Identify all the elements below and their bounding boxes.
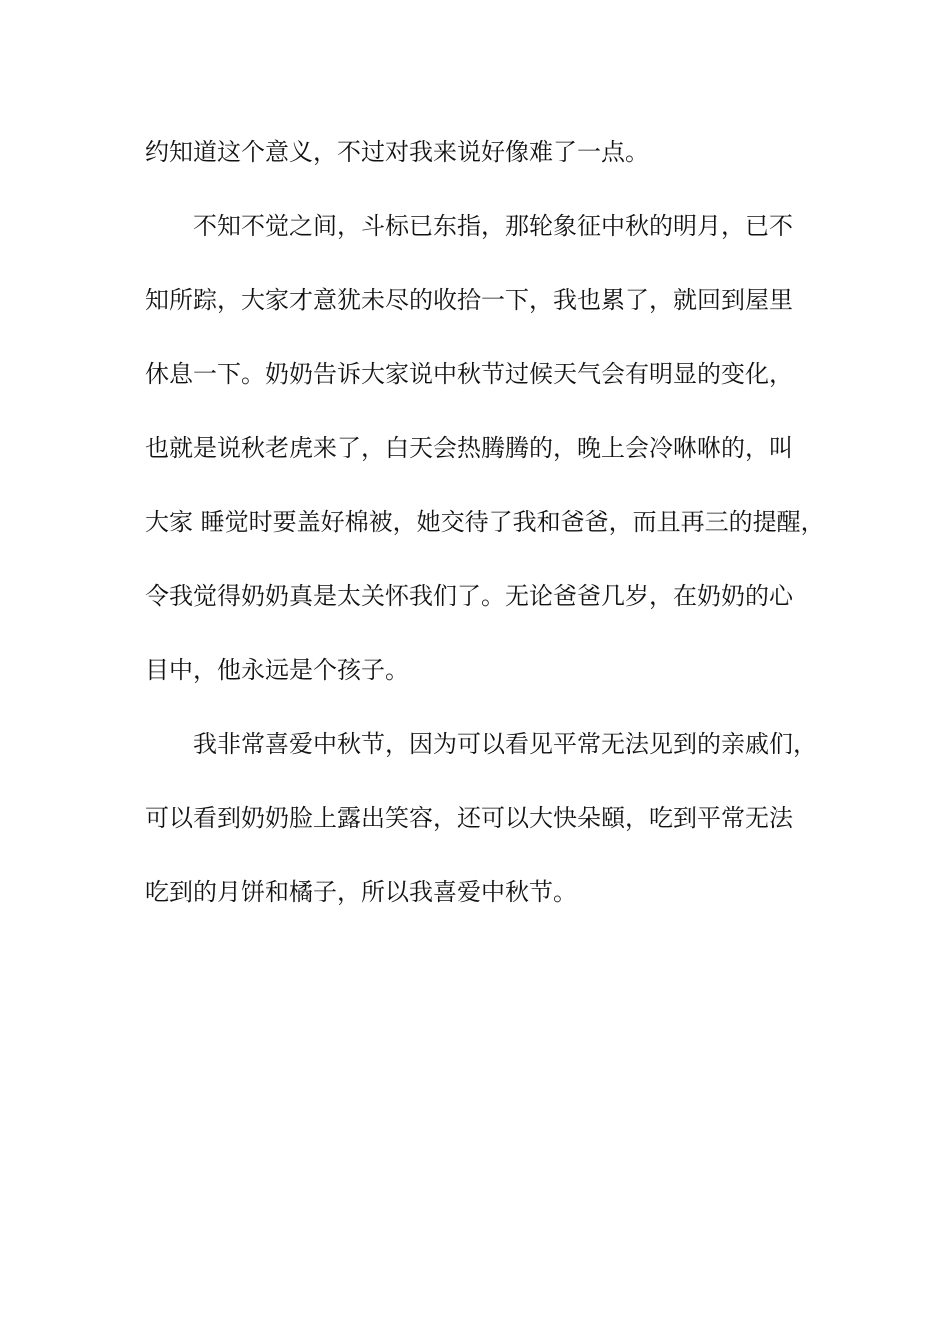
text-line: 约知道这个意义，不过对我来说好像难了一点。 (145, 138, 649, 166)
document-body (145, 128, 835, 942)
text-line: 大家 睡觉时要盖好棉被，她交待了我和爸爸，而且再三的提醒， (145, 508, 825, 536)
text-line: 可以看到奶奶脸上露出笑容，还可以大快朵頤，吃到平常无法 (145, 804, 793, 832)
text-line: 知所踪，大家才意犹未尽的收拾一下，我也累了，就回到屋里 (145, 286, 793, 314)
text-line: 目中，他永远是个孩子。 (145, 656, 409, 684)
text-line: 也就是说秋老虎来了，白天会热腾腾的，晚上会冷咻咻的，叫 (145, 434, 793, 462)
text-line: 吃到的月饼和橘子，所以我喜爱中秋节。 (145, 878, 577, 906)
text-line: 休息一下。奶奶告诉大家说中秋节过候天气会有明显的变化， (145, 360, 793, 388)
paragraph-start-line: 不知不觉之间，斗标已东指，那轮象征中秋的明月，已不 (193, 212, 793, 240)
paragraph-start-line: 我非常喜爱中秋节，因为可以看见平常无法见到的亲戚们， (193, 730, 817, 758)
text-line: 令我觉得奶奶真是太关怀我们了。无论爸爸几岁，在奶奶的心 (145, 582, 793, 610)
